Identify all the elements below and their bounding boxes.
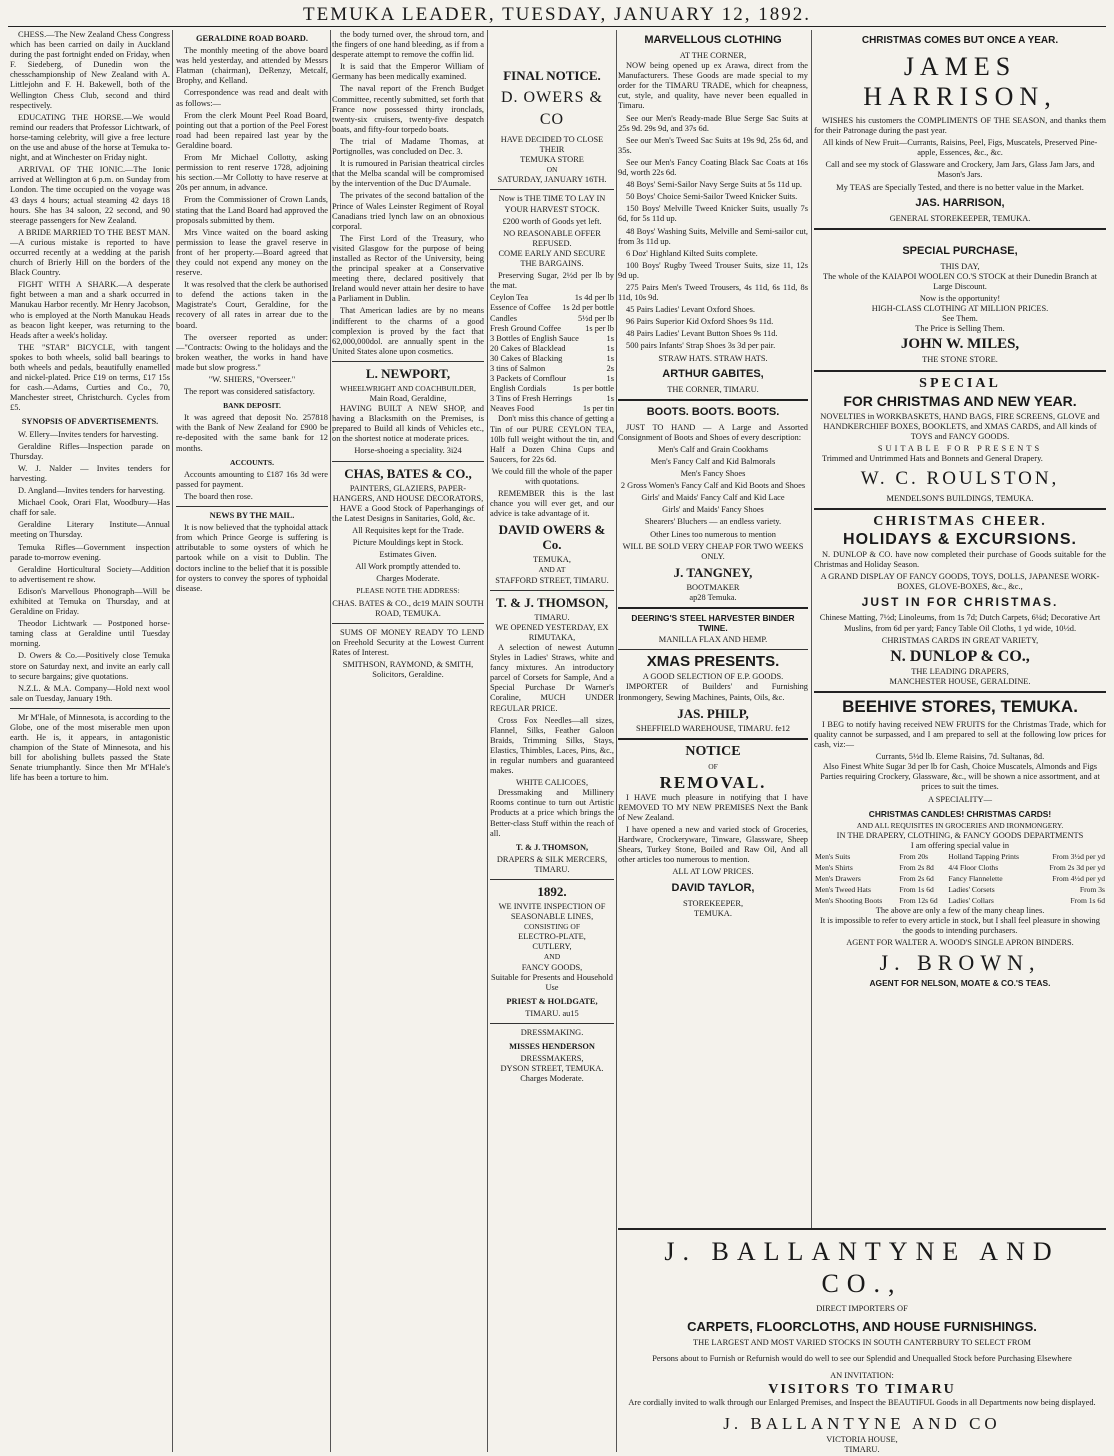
synopsis-heading: SYNOPSIS OF ADVERTISEMENTS. (21, 417, 159, 427)
ad-title: DAVID TAYLOR, (671, 881, 755, 894)
ad-item: 48 Pairs Ladies' Levant Button Shoes 9s 11d. (626, 329, 778, 339)
price-row: 20 Cakes of Blacklead 1s (490, 343, 614, 353)
ad-text: Call and see my stock of Glassware and Crockery, Jam Jars, Glass Jam Jars, and Mason's Jars. (825, 160, 1095, 180)
ad-title: JAMES HARRISON, (863, 52, 1057, 111)
ad-title: J. TANGNEY, (673, 564, 753, 580)
divider (176, 506, 328, 507)
price-row: English Cordials 1s per bottle (490, 384, 614, 394)
ad-text: DIRECT IMPORTERS OF (816, 1304, 908, 1313)
divider (618, 738, 808, 740)
ad-text: DRAPERS & SILK MERCERS, (496, 854, 608, 864)
ad-text: DRESSMAKERS, (520, 1054, 584, 1064)
ad-text: VICTORIA HOUSE, (826, 1434, 898, 1444)
ad-text: NOW being opened up ex Arawa, direct from the Manufacturers. These Goods are made special to my order for the TIMARU TRADE, which for cheapness, cut, style, and quality, have never been equalled in Timaru. (618, 61, 808, 111)
ad-text: AT THE CORNER, (679, 51, 747, 60)
divider (490, 590, 614, 591)
ad-text: AND (543, 952, 561, 962)
ad-text: FANCY GOODS, (521, 962, 583, 972)
ad-text: It is impossible to refer to every article in stock, but I shall feel pleasure in showing the goods to intending purchasers. (820, 916, 1100, 936)
article-paragraph: the body turned over, the shroud torn, and the fingers of one hand bleeding, as if from a desperate attempt to remove the coffin lid. (332, 30, 484, 60)
divider (814, 370, 1106, 372)
table-row: Men's Tweed Hats From 1s 6d Ladies' Corsets From 3s (815, 885, 1105, 895)
column-divider (330, 30, 331, 1452)
article-paragraph: The board then rose. (184, 491, 253, 501)
ad-text: DYSON STREET, TEMUKA. (500, 1064, 604, 1074)
ad-title: CHRISTMAS CANDLES! CHRISTMAS CARDS! (868, 808, 1052, 819)
ad-title: SPECIAL (919, 375, 1001, 391)
divider (490, 879, 614, 880)
ad-text: All kinds of New Fruit—Currants, Raisins, Peel, Figs, Muscatels, Preserved Pine-apple, Essences, &c., &c. (822, 138, 1098, 158)
ad-item: Men's Fancy Calf and Kid Balmorals (650, 457, 776, 466)
ad-text: STAFFORD STREET, TIMARU. (495, 575, 609, 585)
ad-text: TIMARU. au15 (525, 1008, 579, 1018)
ad-text: Parties requiring Crockery, Glassware, &c., will be shown a nice assortment, and at prices to suit the times. (820, 772, 1100, 792)
article-paragraph: Mrs Vince waited on the board asking permission to lease the gravel reserve in front of her property.—Board agreed that they could not expend any money on the reserve. (176, 227, 328, 278)
column-divider (172, 30, 173, 1452)
divider (10, 708, 170, 709)
ad-title: W. C. ROULSTON, (860, 467, 1060, 489)
ad-text: PAINTERS, GLAZIERS, PAPER-HANGERS, AND HOUSE DECORATORS, (332, 483, 484, 503)
column-divider (616, 30, 617, 1452)
table-row: Men's Suits From 20s Holland Tapping Prints From 3½d per yd (815, 852, 1105, 862)
ad-text: ON (546, 165, 558, 175)
ad-text: WE INVITE INSPECTION OF SEASONABLE LINES, (498, 902, 606, 922)
ad-text: WHITE CALICOES, (515, 778, 589, 788)
ad-text: Other Lines too numerous to mention (650, 529, 776, 539)
ad-text: SATURDAY, JANUARY 16TH. (497, 175, 607, 185)
ad-text: MANILLA FLAX AND HEMP. (658, 635, 768, 645)
price-row: Ceylon Tea 1s 4d per lb (490, 293, 614, 303)
divider (814, 228, 1106, 230)
ad-title: CHAS, BATES & CO., (344, 465, 472, 481)
ad-title: N. DUNLOP & CO., (890, 647, 1030, 665)
ad-text: See Them. (942, 314, 978, 324)
article-paragraph: From the Commissioner of Crown Lands, stating that the Land Board had approved the proposals submitted by them. (176, 195, 328, 225)
ad-text: Don't miss this chance of getting a Tin of our PURE CEYLON TEA, 10lb full weight without the tin, and Half a Dozen China Cups and Saucers, for 22s 6d. (490, 414, 614, 464)
article-paragraph: It was agreed that deposit No. 257818 with the Bank of New Zealand for £900 be re-deposited with the same bank for 12 months. (176, 413, 328, 453)
ad-text: THIS DAY, (940, 261, 980, 271)
ad-item: Girls' and Maids' Fancy Calf and Kid Lace (641, 493, 785, 503)
article-heading: GERALDINE ROAD BOARD. (196, 34, 308, 43)
ad-text: AND ALL REQUISITES IN GROCERIES AND IRONMONGERY. (856, 820, 1064, 830)
ad-text: Dressmaking and Millinery Rooms continue to turn out Artistic Products at a price which brings the Better-class Stuff within the reach of all. (490, 788, 614, 838)
ad-item: See our Men's Fancy Coating Black Sac Coats at 16s 9d, worth 22s 6d. (618, 157, 808, 178)
ad-text: Charges Moderate. (520, 1074, 584, 1084)
ad-text: I am offering special value in (910, 840, 1010, 850)
article-paragraph: Correspondence was read and dealt with as follows:— (176, 88, 328, 108)
ad-text: JUST TO HAND — A Large and Assorted Consignment of Boots and Shoes of every description: (618, 422, 808, 442)
ad-title: JUST IN FOR CHRISTMAS. (861, 595, 1059, 610)
news-item: Mr M'Hale, of Minnesota, is according to the Globe, one of the most miserable men upon earth. He is, it appears, in antagonistic champion of the State of Minnesota, and his bill for abolishing bullets passed the State Senate triumphantly. Since then Mr M'Hale's life has been a torture to him. (10, 712, 170, 783)
ad-text: IMPORTER of Builders' and Furnishing Ironmongery, Sewing Machines, Paints, Oils, &c. (618, 682, 808, 702)
ad-text: Charges Moderate. (376, 574, 440, 584)
ad-text: Main Road, Geraldine, (369, 394, 447, 403)
divider (332, 461, 484, 462)
ad-text: WHEELWRIGHT AND COACHBUILDER, (340, 383, 476, 393)
column-3 (332, 30, 484, 1452)
ad-text: The above are only a few of the many cheap lines. (875, 906, 1045, 916)
ad-text: Horse-shoeing a speciality. 3i24 (354, 446, 462, 456)
synopsis-item: Edison's Marvellous Phonograph—Will be exhibited at Temuka on Thursday, and at Geraldine on Friday. (10, 586, 170, 617)
ad-text: TIMARU. (534, 612, 570, 622)
ad-title: D. OWERS & CO (501, 89, 603, 128)
ad-text: Trimmed and Untrimmed Hats and Bonnets and General Drapery. (822, 453, 1043, 463)
ad-text: WISHES his customers the COMPLIMENTS OF THE SEASON, and thanks them for their Patronage during the past year. (814, 116, 1106, 136)
ad-title: FINAL NOTICE. (503, 68, 601, 83)
table-row: Men's Drawers From 2s 6d Fancy Flannelette From 4½d per yd (815, 874, 1105, 884)
ad-text: SUITABLE FOR PRESENTS (877, 443, 1043, 453)
ad-item: Men's Calf and Grain Cookhams (658, 444, 768, 454)
price-row: Fresh Ground Coffee 1s per lb (490, 323, 614, 333)
ad-text: NO REASONABLE OFFER REFUSED. (503, 228, 601, 248)
price-row: 3 Tins of Fresh Herrings 1s (490, 394, 614, 404)
column-4 (490, 30, 614, 1452)
ad-text: IN THE DRAPERY, CLOTHING, & FANCY GOODS DEPARTMENTS (836, 830, 1084, 840)
ad-text: Picture Mouldings kept in Stock. (352, 538, 464, 548)
synopsis-item: Temuka Rifles—Government inspection parade to-morrow evening. (10, 542, 170, 562)
news-item: THE "STAR" BICYCLE, with tangent spokes to both wheels, solid ball bearings to both wheels and pedals, beautifully enamelled and nickel-plated. Price £19 on terms, £17 15s for cash.—Adams, Curties and Co., 70, Manchester street, Christchurch. Cycles from £5. (10, 342, 170, 413)
ad-item: 500 pairs Infants' Strap Shoes 3s 3d per pair. (626, 341, 776, 351)
article-paragraph: The trial of Madame Thomas, at Portignolles, was concluded on Dec. 3. (332, 136, 484, 157)
ad-text: Suitable for Presents and Household Use (491, 972, 613, 992)
ad-text: MANCHESTER HOUSE, GERALDINE. (889, 676, 1031, 686)
divider (490, 1023, 614, 1024)
ad-title: L. NEWPORT, (365, 365, 451, 381)
news-item: CHESS.—The New Zealand Chess Congress which has been carried on daily in Auckland during the past fortnight ended on Friday, when F. Siedeberg, of Dunedin won the chesschampionship of New Zealand with A. Littlejohn and F. H. Bakewell, both of the Wellington Chess Club, second and third respectively. (10, 30, 170, 110)
divider (332, 623, 484, 624)
ad-item: 150 Boys' Melville Tweed Knicker Suits, usually 7s 6d, for 5s 11d up. (618, 204, 808, 224)
ad-title: JAS. PHILP, (677, 705, 749, 721)
article-paragraph: That American ladies are by no means indifferent to the charms of a good complexion is proved by the fact that 62,000,000dol. are annually spent in the United States alone upon cosmetics. (332, 306, 484, 356)
ad-item: 45 Pairs Ladies' Levant Oxford Shoes. (626, 305, 755, 315)
ad-text: THE LEADING DRAPERS, (911, 666, 1009, 676)
ad-text: THE STONE STORE. (922, 355, 998, 365)
ad-text: DRESSMAKING. (520, 1028, 584, 1038)
ad-item: 96 Pairs Superior Kid Oxford Shoes 9s 11d. (626, 317, 774, 327)
news-item: ARRIVAL OF THE IONIC.—The Ionic arrived at Wellington at 6 p.m. on Sunday from London. The time occupied on the voyage was 43 days 4 hours; actual steaming 42 days 18 hours. She has 34 saloon, 22 second, and 90 steerage passengers for New Zealand. (10, 165, 170, 225)
ad-title: VISITORS TO TIMARU (768, 1382, 956, 1397)
ad-text: ELECTRO-PLATE, (518, 932, 586, 942)
ad-text: Also Finest White Sugar 3d per lb for Cash, Choice Muscatels, Almonds and Figs (822, 762, 1098, 772)
ad-text: WILL BE SOLD VERY CHEAP FOR TWO WEEKS ONLY. (622, 541, 804, 561)
article-paragraph: The monthly meeting of the above board was held yesterday, and attended by Messrs Flatman (chairman), DeRenzy, Metcalf, Brophy, and Kelland. (176, 46, 328, 86)
price-row: 3 Bottles of English Sauce 1s (490, 333, 614, 343)
ad-text: A GRAND DISPLAY OF FANCY GOODS, TOYS, DOLLS, JAPANESE WORK-BOXES, GLOVE-BOXES, &c., &c., (820, 572, 1100, 592)
divider (332, 361, 484, 362)
ad-text: ap28 Temuka. (689, 592, 737, 602)
synopsis-item: N.Z.L. & M.A. Company—Hold next wool sale on Tuesday, January 19th. (10, 683, 170, 703)
ad-item: Men's Fancy Shoes (680, 469, 746, 479)
ad-title: T. & J. THOMSON, (495, 594, 609, 610)
ad-text: A GOOD SELECTION OF E.P. GOODS. (642, 672, 784, 682)
ad-item: 100 Boys' Rugby Tweed Trouser Suits, size 11, 12s 9d up. (618, 260, 808, 280)
ad-text: SUMS OF MONEY READY TO LEND on Freehold Security at the Lowest Current Rates of Interest. (332, 627, 484, 657)
divider (490, 189, 614, 190)
divider (814, 508, 1106, 510)
signature: "W. SHIERS, "Overseer." (208, 375, 296, 384)
ad-text: BOOTMAKER (686, 582, 740, 592)
divider (618, 649, 808, 650)
synopsis-item: W. Ellery—Invites tenders for harvesting. (18, 429, 159, 439)
synopsis-item: Geraldine Rifles—Inspection parade on Thursday. (10, 441, 170, 461)
ad-title: MARVELLOUS CLOTHING (644, 34, 782, 46)
clothing-price-table (814, 851, 1106, 906)
ad-text: Currants, 5½d lb. Eleme Raisins, 7d. Sultanas, 8d. (875, 752, 1045, 762)
ad-title: MISSES HENDERSON (509, 1042, 595, 1052)
ad-title: BEEHIVE STORES, TEMUKA. (842, 696, 1078, 716)
article-paragraph: The privates of the second battalion of the Prince of Wales Leinster Regiment of Royal Canadians tried lynch law on an obnoxious corporal. (332, 191, 484, 231)
price-list (490, 293, 614, 414)
ad-title: DEERING'S STEEL HARVESTER BINDER TWINE. (631, 613, 795, 634)
price-row: Neaves Food 1s per tin (490, 404, 614, 414)
ad-title: DAVID OWERS & Co. (498, 522, 606, 553)
ad-item: 275 Pairs Men's Tweed Trousers, 4s 11d, 6s 11d, 8s 11d, 10s 9d. (618, 282, 808, 303)
ad-text: The whole of the KAIAPOI WOOLEN CO.'S STOCK at their Dunedin Branch at Large Discount. (822, 271, 1098, 291)
article-paragraph: The report was considered satisfactory. (184, 387, 315, 397)
ad-title: XMAS PRESENTS. (646, 653, 780, 671)
ad-item: 48 Boys' Semi-Sailor Navy Serge Suits at 5s 11d up. (626, 180, 802, 190)
ad-text: I HAVE much pleasure in notifying that I have REMOVED TO MY NEW PREMISES Next the Bank of New Zealand. (618, 792, 808, 822)
synopsis-item: D. Angland—Invites tenders for harvesting. (18, 486, 165, 496)
divider (618, 399, 808, 401)
ad-text: Now is the opportunity! (919, 294, 1001, 304)
masthead-rule (8, 26, 1106, 27)
ad-title: CARPETS, FLOORCLOTHS, AND HOUSE FURNISHINGS. (687, 1318, 1037, 1334)
synopsis-item: Geraldine Literary Institute—Annual meeting on Thursday. (10, 520, 170, 540)
ad-text: All Work promptly attended to. (355, 562, 461, 572)
ad-text: HAVE a Good Stock of Paperhangings of the Latest Designs in Sanitaries, Gold, &c. (332, 503, 484, 523)
table-row: Men's Shooting Boots From 12s 6d Ladies' Collars From 1s 6d (815, 896, 1105, 906)
ad-title: AGENT FOR NELSON, MOATE & CO.'S TEAS. (869, 978, 1051, 989)
ad-text: MENDELSON'S BUILDINGS, TEMUKA. (886, 493, 1034, 503)
article-paragraph: From the clerk Mount Peel Road Board, pointing out that a portion of the Peel Forest road had been repaired last year by the Geraldine board. (176, 110, 328, 150)
price-row: 3 tins of Salmon 2s (490, 363, 614, 373)
ad-item: See our Men's Tweed Sac Suits at 19s 9d, 25s 6d, and 35s. (618, 135, 808, 155)
ad-text: TEMUKA. (694, 908, 732, 918)
ad-title: HOLIDAYS & EXCURSIONS. (843, 531, 1077, 549)
ad-text: HAVE DECIDED TO CLOSE THEIR (500, 135, 604, 155)
ad-text: NOVELTIES in WORKBASKETS, HAND BAGS, FIRE SCREENS, GLOVE and HANDKERCHIEF BOXES, BOOKLETS, and XMAS CARDS, and All kinds of TOYS and FANCY GOODS. (820, 411, 1100, 441)
ad-text: The Price is Selling Them. (915, 324, 1005, 334)
ad-text: CHRISTMAS CARDS IN GREAT VARIETY, (881, 635, 1039, 645)
news-item: FIGHT WITH A SHARK.—A desperate fight between a man and a shark occurred in Manukau Harbor recently. Mr Henry Jacobson, who is employed at the North Manukau Heads as beacon light keeper, was returning to the Heads after a week's holiday. (10, 280, 170, 340)
ad-text: Are cordially invited to walk through our Enlarged Premises, and Inspect the BEAUTIFUL Goods in all Departments now being displayed. (628, 1398, 1096, 1407)
article-paragraph: Accounts amounting to £187 16s 3d were passed for payment. (176, 469, 328, 489)
synopsis-item: Geraldine Horticultural Society—Addition to advertisement re show. (10, 564, 170, 584)
ad-item: Girls' and Maids' Fancy Shoes (662, 505, 764, 515)
ballantyne-ad (618, 1228, 1106, 1454)
news-item: A BRIDE MARRIED TO THE BEST MAN.—A curious mistake is reported to have occurred recently at a wedding at the parish church of Brierly Hill on the borders of the Black Country. (10, 227, 170, 278)
ad-text: THE LARGEST AND MOST VARIED STOCKS IN SOUTH CANTERBURY TO SELECT FROM (693, 1337, 1031, 1347)
article-paragraph: It was resolved that the clerk be authorised to defend the actions taken in the Magistrate's Court, Geraldine, for the recovery of all rates in arrear due to the board. (176, 280, 328, 330)
ad-title: SPECIAL PURCHASE, (902, 244, 1018, 257)
ad-text: HAVING BUILT A NEW SHOP, and having a Blacksmith on the Premises, is prepared to Build all kinds of Vehicles etc., on the shortest notice at moderate prices. (332, 404, 484, 444)
price-row: 3 Packets of Cornflour 1s (490, 374, 614, 384)
ad-text: Now is THE TIME TO LAY IN YOUR HARVEST STOCK. (498, 194, 606, 214)
synopsis-item: Michael Cook, Orari Flat, Woodbury—Has chaff for sale. (10, 498, 170, 518)
ad-text: My TEAS are Specially Tested, and there is no better value in the Market. (836, 182, 1084, 192)
ad-text: £200 worth of Goods yet left. (502, 216, 602, 226)
masthead: TEMUKA LEADER, TUESDAY, JANUARY 12, 1892. (303, 4, 811, 25)
article-heading: NEWS BY THE MAIL. (209, 511, 295, 521)
news-item: EDUCATING THE HORSE.—We would remind our readers that Professor Lichtwark, of horse-taming celebrity, will give a free lecture on the use and abuse of the horse at Temuka to-night, and at Winchester on Friday night. (10, 112, 170, 163)
ad-text: OF (708, 761, 718, 771)
ad-title: ARTHUR GABITES, (662, 367, 764, 380)
ad-text: WE OPENED YESTERDAY, EX RIMUTAKA, (495, 622, 609, 642)
ad-text: TIMARU. (844, 1445, 880, 1454)
ad-text: AN INVITATION: (830, 1370, 894, 1380)
ad-text: Estimates Given. (379, 550, 437, 560)
ad-title: BOOTS. BOOTS. BOOTS. (646, 405, 780, 418)
article-paragraph: It is rumoured in Parisian theatrical circles that the Melba scandal will be compromised by the intervention of the Duc D'Aumale. (332, 159, 484, 189)
ad-text: STRAW HATS. STRAW HATS. (658, 353, 768, 363)
ad-text: Persons about to Furnish or Refurnish would do well to see our Splendid and Unequalled Stock before Purchasing Elsewhere (652, 1354, 1072, 1363)
ad-title: JOHN W. MILES, (900, 336, 1020, 353)
article-paragraph: The naval report of the French Budget Committee, recently submitted, set forth that France now possessed thirty ironclads, twenty-six cruisers, twenty-five despatch boats, and fifty-four torpedo boats. (332, 84, 484, 134)
ad-text: N. DUNLOP & CO. have now completed their purchase of Goods suitable for the Christmas and Holiday Season. (814, 550, 1106, 570)
column-1 (10, 30, 170, 1452)
ad-item: See our Men's Ready-made Blue Serge Sac Suits at 25s 9d. 29s 9d, and 37s 6d. (618, 113, 808, 133)
ad-title: J. BALLANTYNE AND CO (723, 1413, 1001, 1433)
ad-title: T. & J. THOMSON, (515, 842, 589, 852)
ad-item: 6 Doz' Highland Kilted Suits complete. (626, 248, 758, 258)
article-paragraph: It is now believed that the typhoidal attack from which Prince George is suffering is attributable to some oysters of which he partook while on a visit to Dublin. The doctors incline to the belief that it is possible for oysters to convey the spores of typhoidal disease. (176, 523, 328, 593)
ad-text: COME EARLY AND SECURE THE BARGAINS. (498, 248, 606, 269)
ad-text: THE CORNER, TIMARU. (667, 384, 759, 394)
column-divider (487, 30, 488, 1452)
subheading: ACCOUNTS. (230, 457, 274, 467)
ad-title: FOR CHRISTMAS AND NEW YEAR. (843, 392, 1077, 409)
ad-text: CUTLERY, (532, 942, 572, 952)
ad-text: A selection of newest Autumn Styles in Ladies' Straws, white and fancy mixtures. An introductory parcel of Corsets for Sample, And a Special Purchase Dr Warner's Coraline, MUCH UNDER REGULAR PRICE. (490, 642, 614, 713)
ad-title: CHRISTMAS COMES BUT ONCE A YEAR. (861, 35, 1059, 46)
ad-title: NOTICE (685, 743, 741, 759)
ad-text: TEMUKA STORE (520, 155, 584, 165)
ad-item: 50 Boys' Choice Semi-Sailor Tweed Knicker Suits. (626, 192, 798, 202)
price-row: 30 Cakes of Blacking 1s (490, 353, 614, 363)
ad-text: TIMARU. (534, 864, 570, 874)
ad-text: I BEG to notify having received NEW FRUITS for the Christmas Trade, which for quality cannot be surpassed, and I am prepared to sell at the following low prices for cash, viz:— (814, 719, 1106, 750)
price-row: Essence of Coffee 1s 2d per bottle (490, 303, 614, 313)
ad-title: REMOVAL. (659, 772, 767, 792)
ad-text: All Requisites kept for the Trade. (352, 525, 464, 535)
ad-text: SHEFFIELD WAREHOUSE, TIMARU. fe12 (636, 723, 790, 733)
synopsis-item: Theodor Lichtwark — Postponed horse-taming class at Geraldine until Tuesday morning. (10, 619, 170, 649)
ad-item: 2 Gross Women's Fancy Calf and Kid Boots and Shoes (620, 481, 806, 491)
article-paragraph: The overseer reported as under:—"Contracts: Owing to the holidays and the broken weather, the works in hand have made but slow progress." (176, 332, 328, 372)
ad-text: SMITHSON, RAYMOND, & SMITH, Solicitors, Geraldine. (342, 659, 474, 680)
ad-item: 48 Boys' Washing Suits, Melville and Semi-sailor cut, from 3s 11d up. (618, 226, 808, 246)
subheading: BANK DEPOSIT. (223, 401, 281, 411)
ad-text: I have opened a new and varied stock of Groceries, Hardware, Crockeryware, Tinware, Glassware, Sheep Shears, Turkey Stone, Boiled and Raw Oil, And all other articles too numerous to mention. (618, 825, 808, 865)
ad-text: CONSISTING OF (523, 922, 581, 932)
ad-text: A SPECIALITY— (928, 794, 992, 804)
ad-item: Shearers' Bluchers — an endless variety. (644, 517, 782, 527)
ad-text: We could fill the whole of the paper with quotations. (491, 466, 613, 486)
ad-title: J. BROWN, (879, 950, 1041, 976)
ad-text: HIGH-CLASS CLOTHING AT MILLION PRICES. (871, 304, 1049, 314)
ad-text: Chinese Matting, 7½d; Linoleums, from 1s 7d; Dutch Carpets, 6¼d; Decorative Art Muslins, from 6d per yard; Fancy Table Oil Cloths, 1 yd wide, 10½d. (819, 613, 1101, 633)
ad-text: TEMUKA, (533, 555, 571, 565)
ad-text: ALL AT LOW PRICES. (672, 867, 754, 877)
synopsis-item: D. Owers & Co.—Positively close Temuka store on Saturday next, and invite an early call to secure bargains; give quotations. (10, 651, 170, 681)
synopsis-item: W. J. Nalder — Invites tenders for harvesting. (10, 463, 170, 483)
column-2 (176, 30, 328, 1452)
ad-text: Preserving Sugar, 2½d per lb by the mat. (490, 271, 614, 291)
ad-title: 1892. (537, 884, 567, 899)
ad-text: PLEASE NOTE THE ADDRESS: (356, 586, 460, 596)
ad-text: CHAS. BATES & CO., dc19 MAIN SOUTH ROAD, TEMUKA. (332, 598, 484, 618)
article-paragraph: It is said that the Emperor William of Germany has been medically examined. (332, 62, 484, 82)
ad-text: GENERAL STOREKEEPER, TEMUKA. (889, 213, 1031, 223)
ad-text: AND AT (538, 565, 566, 575)
ad-title: J. BALLANTYNE AND CO., (664, 1237, 1060, 1298)
article-paragraph: From Mr Michael Collotty, asking permission to rent reserve 1728, adjoining his section.—Mr Collotty to have reserve at 20s per annum, in advance. (176, 153, 328, 193)
ad-title: CHRISTMAS CHEER. (873, 514, 1047, 530)
article-paragraph: The First Lord of the Treasury, who visited Glasgow for the purpose of being installed as Rector of the University, being the principal speaker at a Conservative meeting there, declared positively that Ireland would never attain her desire to have a Parliament in Dublin. (332, 233, 484, 304)
price-row: Candles 5½d per lb (490, 313, 614, 323)
ad-text: STOREKEEPER, (682, 898, 744, 908)
ad-text: REMEMBER this is the last chance you will ever get, and our advice is take advantage of it. (490, 489, 614, 519)
ad-title: JAS. HARRISON, (915, 196, 1005, 209)
ad-title: PRIEST & HOLDGATE, (506, 996, 598, 1006)
divider (814, 691, 1106, 693)
ad-text: AGENT FOR WALTER A. WOOD'S SINGLE APRON BINDERS. (846, 938, 1074, 948)
ad-text: Cross Fox Needles—all sizes, Flannel, Silks, Feather Galoon Braids, Trimming Silks, Stays, Elastics, Thimbles, Laces, Pins, &c., in regular numbers and guaranteed makes. (490, 715, 614, 776)
divider (618, 607, 808, 609)
table-row: Men's Shirts From 2s 8d 4/4 Floor Cloths From 2s 3d per yd (815, 863, 1105, 873)
